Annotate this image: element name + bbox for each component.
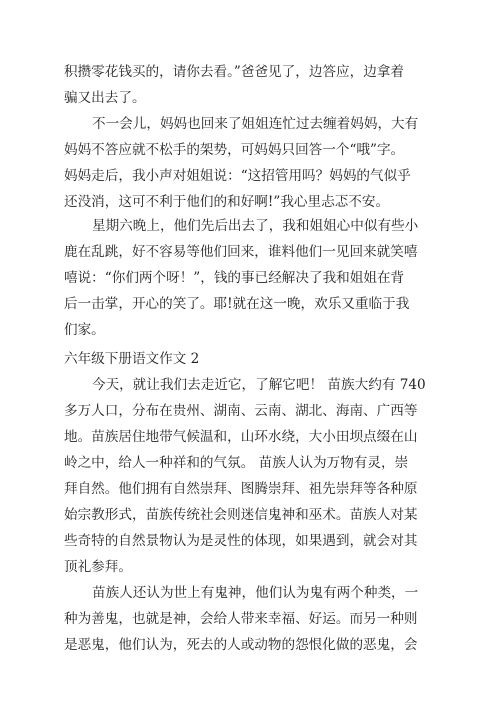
paragraph-saturday-night <box>64 213 440 343</box>
text-line: 星期六晚上，他们先后出去了，我和姐姐心中似有些小 <box>92 218 419 234</box>
text-line: 始宗教形式，苗族传统社会则迷信鬼神和巫术。苗族人对某 <box>64 507 418 523</box>
text-line: 们家。 <box>64 322 105 338</box>
text-line: 不一会儿，妈妈也回来了姐姐连忙过去缠着妈妈，大有 <box>92 116 419 132</box>
text-line: 拜自然。他们拥有自然崇拜、图腾崇拜、祖先崇拜等各种原 <box>64 481 418 497</box>
text-line: 今天，就让我们去走近它，了解它吧！ 苗族大约有 740 <box>92 377 426 393</box>
paragraph-continued <box>64 59 440 111</box>
text-line: 还没消，这可不利于他们的和好啊!”我心里忐忑不安。 <box>64 194 390 210</box>
text-line: 骗又出去了。 <box>64 90 146 106</box>
text-line: 积攒零花钱买的，请你去看。”爸爸见了，边答应，边拿着 <box>64 64 404 80</box>
text-line: 岭之中，给人一种祥和的气氛。 苗族人认为万物有灵，崇 <box>64 455 409 471</box>
section-title: 六年级下册语文作文 2 <box>64 351 200 367</box>
text-line: 苗族人还认为世上有鬼神，他们认为鬼有两个种类，一 <box>92 585 419 601</box>
paragraph-miao-intro <box>64 372 440 580</box>
text-line: 地。苗族居住地带气候温和，山环水绕，大小田坝点缀在山 <box>64 429 418 445</box>
text-line: 多万人口，分布在贵州、湖南、云南、湖北、海南、广西等 <box>64 403 418 419</box>
text-line: 后一击掌，开心的笑了。耶!就在这一晚，欢乐又重临于我 <box>64 296 410 312</box>
section-heading <box>64 346 440 372</box>
paragraph-mother-returns <box>64 111 440 215</box>
text-line: 鹿在乱跳，好不容易等他们回来，谁料他们一见回来就笑嘻 <box>64 244 418 260</box>
text-line: 妈妈不答应就不松手的架势，可妈妈只回答一个“哦”字。 <box>64 142 405 158</box>
text-line: 种为善鬼，也就是神，会给人带来幸福、好运。而另一种则 <box>64 611 418 627</box>
text-line: 顶礼参拜。 <box>64 559 132 575</box>
text-line: 些奇特的自然景物认为是灵性的体现，如果遇到，就会对其 <box>64 533 418 549</box>
text-line: 嘻说：“你们两个呀！”，钱的事已经解决了我和姐姐在背 <box>64 270 405 286</box>
text-line: 是恶鬼，他们认为，死去的人或动物的怨恨化做的恶鬼，会 <box>64 637 418 653</box>
text-line: 妈妈走后，我小声对姐姐说：“这招管用吗？妈妈的气似乎 <box>64 168 411 184</box>
paragraph-miao-ghosts <box>64 580 440 658</box>
